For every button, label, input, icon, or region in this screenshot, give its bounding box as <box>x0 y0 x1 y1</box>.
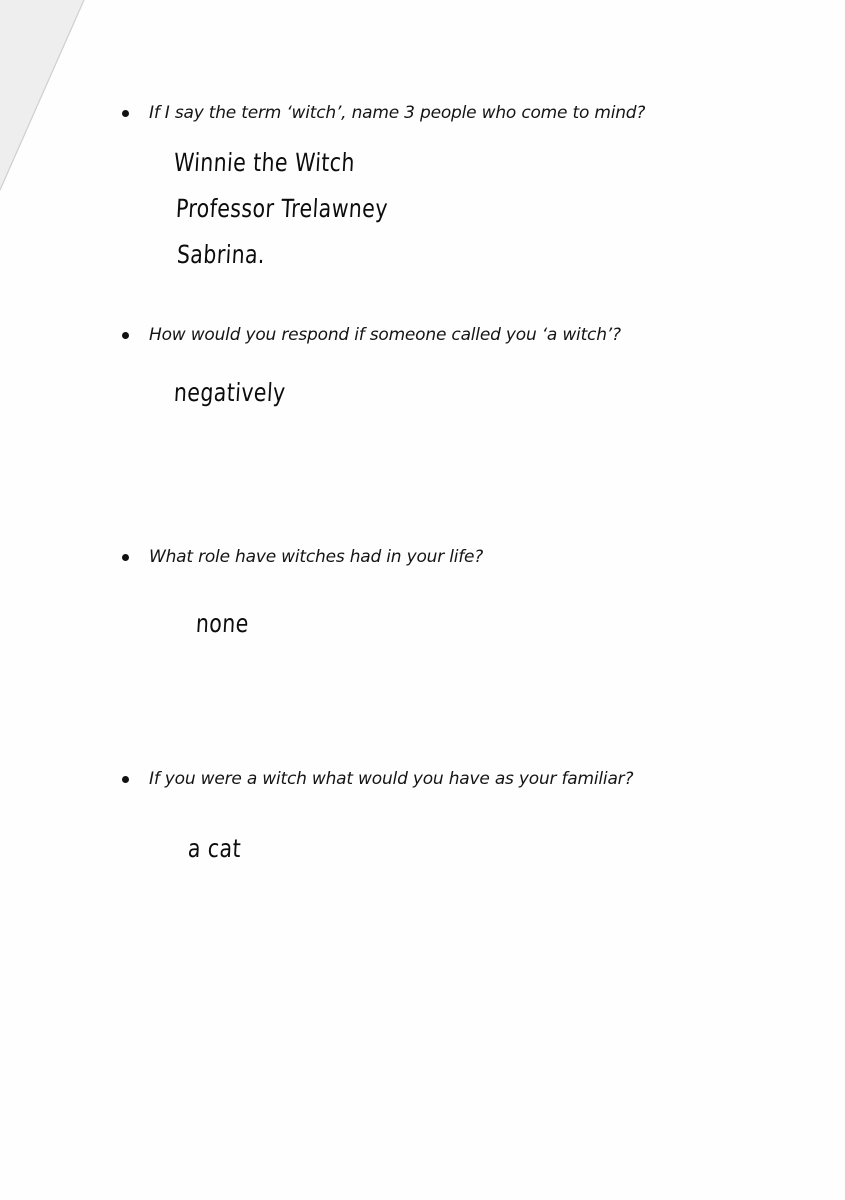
question-3-text: What role have witches had in your life? <box>149 547 484 567</box>
question-4-text: If you were a witch what would you have as your familiar? <box>149 769 634 789</box>
bullet-icon <box>122 554 129 561</box>
question-2-text: How would you respond if someone called you ‘a witch’? <box>149 325 621 345</box>
answer-1-line-3: Sabrina. <box>176 240 266 269</box>
answer-1-line-1: Winnie the Witch <box>173 148 356 177</box>
bullet-icon <box>122 110 129 117</box>
question-2 <box>122 325 621 345</box>
answer-1-line-2: Professor Trelawney <box>175 194 389 223</box>
question-4 <box>122 769 633 789</box>
question-1-text: If I say the term ‘witch’, name 3 people who come to mind? <box>149 103 646 123</box>
bullet-icon <box>122 332 129 339</box>
answer-3: none <box>195 609 250 638</box>
answer-2: negatively <box>173 378 287 407</box>
question-3 <box>122 547 483 567</box>
bullet-icon <box>122 776 129 783</box>
answer-4: a cat <box>187 834 242 863</box>
question-1 <box>122 103 645 123</box>
